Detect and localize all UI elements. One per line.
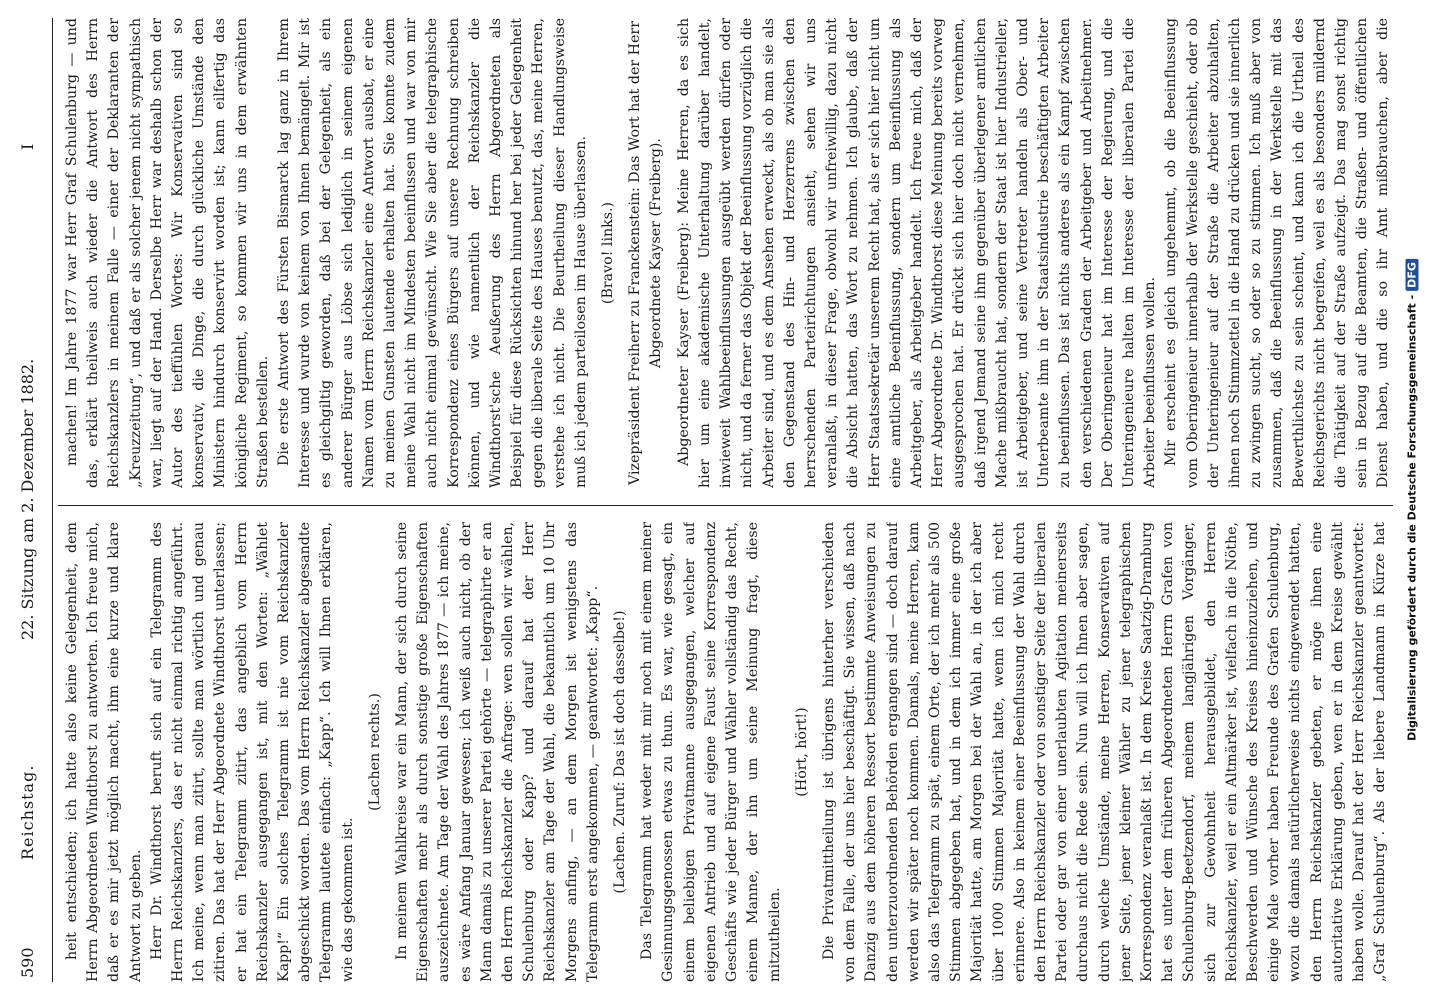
paragraph: Die erste Antwort des Fürsten Bismarck lag ganz in Ihrem Interesse und wurde von keinem von Ihnen bemängelt. Mir ist es gleichgiltig geworden, daß bei der Gelegenheit, als ein anderer Bürger aus Löbse sich lediglich in seinem eigenen Namen vom Herrn Reichskanzler eine Antwort ausbat, er eine zu meinen Gunsten lautende erhalten hat. Sie konnte zudem meine Wahl nicht im Mindesten beeinflussen und war von mir auch nicht einmal gewünscht. Wie Sie aber die telegraphische Korrespondenz eines Bürgers auf unsere Rechnung schreiben können, und wie namentlich der Reichskanzler die Windthorst'sche Aeußerung des Herrn Abgeordneten als Beispiel für diese Rücksichten hinund her bei jeder Gelegenheit gegen die liberale Seite des Hauses benutzt, das, meine Herren, verstehe ich nicht. Die Beurtheilung dieser Handlungsweise muß ich jedem parteilosen im Hause überlassen. (276, 18, 589, 488)
interjection: Vizepräsident Freiherr zu Franckenstein: Das Wort hat der Herr Abgeordnete Kayser (Freiberg). (627, 21, 665, 485)
header-left-title: Reichstag. (18, 764, 37, 860)
paragraph: heit entschieden; ich hatte also keine Gelegenheit, dem Herrn Abgeordneten Windthorst zu antworten. Ich freue mich, daß er es mir jetzt möglich macht, ihm eine kurze und klare Antwort zu geben. (64, 522, 144, 982)
left-text-column (62, 522, 1393, 982)
paragraph: Die Privatmittheilung ist übrigens hinterher verschieden von dem Falle, der uns hier beschäftigt. Sie wissen, daß nach Danzig aus dem höheren Ressort bestimmte Anweisungen zu den unterzuordnenden Behörden ergangen sind — doch darauf werden wir später noch kommen. Damals, meine Herren, kam also das Telegramm zu spät, einem Orte, der ich mehr als 500 Stimmen abgegeben hat, und in dem ich immer eine große Majorität hatte, am Morgen bei der Wahl an, in der ich aber über 1000 Stimmen Majorität hatte, wenn ich mich recht erinnere. Also in keinem einer Beeinflussung der Wahl durch den Herrn Reichskanzler oder von sonstiger Seite der liberalen Partei oder gar von einer unerlaubten Agitation meinerseits durchaus nicht die Rede sein. Nun will ich Ihnen aber sagen, durch welche Umstände, meine Herren, Konservativen auf jener Seite, jener kleiner Wähler zu jener telegraphischen Korrespondenz veranlaßt ist. In dem Kreise Saatzig-Dramburg hat es unter dem früheren Abgeordneten Herrn Grafen von Schulenburg-Beetzendorf, meinem langjährigen Vorgänger, sich zur Gewohnheit herausgebildet, den Herren Reichskanzler, weil er ein Altmärker ist, vielfach in die Nöthe, Beschwerden und Wünsche des Kreises hineinzuziehen, und einige Male vorher haben Freunde des Grafen Schulenburg, wozu die damals natürlicherweise nichts eingewendet hatten, den Herrn Reichskanzler gebeten, er möge ihnen eine autoritative Erklärung geben, wen er in dem Kreise gewählt haben wolle. Darauf hat der Herr Reichskanzler geantwortet: „Graf Schulenburg“. Als der liebere Landmann in Kürze hat (820, 522, 1389, 982)
interjection: (Lachen rechts.) (366, 693, 383, 811)
dfg-logo: DFG (1406, 259, 1419, 291)
paragraph: Herr Dr. Windthorst beruft sich auf ein Telegramm des Herrn Reichskanzlers, das er nicht einmal richtig angeführt. Ich meine, wenn man zitirt, sollte man wörtlich und genau zitiren. Das hat der Herr Abgeordnete Windthorst unterlassen; er hat ein Telegramm zitirt, das angeblich vom Herrn Reichskanzler ausgegangen ist, mit den Worten: „Wählet Kapp!“ Ein solches Telegramm ist nie vom Reichskanzler abgeschickt worden. Das vom Herrn Reichskanzler abgesandte Telegramm lautete einfach: „Kapp“. Ich will Ihnen erklären, wie das gekommen ist. (148, 522, 356, 982)
header-session-title: 22. Sitzung am 2. Dezember 1882. (18, 358, 37, 640)
right-text-column (62, 18, 1393, 488)
interjection: (Hört, hört!) (793, 707, 810, 797)
paragraph: Mir erscheint es gleich ungehemmt, ob die Beeinflussung vom Oberingenieur innerhalb der Werkstelle geschieht, oder ob der Unteringenieur auf der Straße die Arbeiter abzuhalten, ihnen noch Stimmzettel in die Hand zu drücken und sie innerlich zu zwingen sucht, so oder so zu stimmen. Ich muß aber von zusammen, daß die Beeinflussung in der Werkstelle mit das Bewerthlichste zu sein scheint, und kann ich die Urtheil des Reichsgerichts nicht begreifen, weil es als besonders mildernd die Thätigkeit auf der Straße aufzeigt. Das mag sonst richtig sein in Bezug auf die Beamten, die Straßen- und öffentlichen Dienst haben, und die so ihr Amt mißbrauchen, aber die (1163, 18, 1392, 488)
header-right-mark: I (18, 143, 37, 150)
column-divider (58, 505, 1393, 506)
footer-text: Digitalisierung gefördert durch die Deutsche Forschungsgemeinschaft - (1405, 294, 1419, 741)
paragraph: Das Telegramm hat weder mit mir noch mit einem meiner Gesinnungsgenossen etwas zu thun. Es war, wie gesagt, ein einem beliebigen Privatmanne ausgegangen, welcher auf eigenen Antrieb und auf eigene Faust seine Korrespondenz Geschäfts wie jeder Bürger und Wähler vollständig das Recht, einem Manne, der ihn um seine Meinung fragt, diese mitzutheilen. (639, 522, 783, 982)
interjection: (Lachen. Zuruf: Das ist doch dasselbe!) (612, 610, 629, 894)
paragraph: machen! Im Jahre 1877 war Herr Graf Schulenburg — und das, erklärt theilweis auch wieder die Antwort des Herrn Reichskanzlers in meinem Falle — einer der Deklaranten der „Kreuzzeitung“, und daß er als solcher jenem nicht sympathisch war, liegt auf der Hand. Derselbe Herr war deshalb schon der Autor des tieffühlen Wortes: Wir Konservativen sind so konservativ, die Dinge, die durch glückliche Umstände den Ministern hindurch konservirt worden ist; kann eilfertig das königliche Regiment, so kommen wir uns in dem erwähnten Straßen bestellen. (64, 18, 271, 488)
page-number: 590 (18, 947, 37, 978)
paragraph: Abgeordneter Kayser (Freiberg): Meine Herren, da es sich hier um eine akademische Unterhaltung darüber handelt, inwieweit Wahlbeeinflussungen ausgeübt werden dürfen oder nicht, und da ferner das Objekt der Beeinflussung vorzüglich die Arbeiter sind, und es dem Ansehen erweckt, als ob man sie als den Gegenstand des Hin- und Herzerrens zwischen den herrschenden Parteirichtungen ansieht, sehen wir uns veranlaßt, in dieser Frage, obwohl wir unfreiwillig, dazu nicht die Absicht hatten, das Wort zu nehmen. Ich glaube, daß der Herr Staatssekretär unserem Recht hat, als er sich hier nicht um eine amtliche Beeinflussung, sondern um Beeinflussung als Arbeitgeber, als Arbeitgeber handelt. Ich freue mich, daß der Herr Abgeordnete Dr. Windthorst diese Meinung bereits vorweg ausgesprochen hat. Er drückt sich hier doch nicht vernehmen, daß irgend Jemand seine ihm gegenüber überlegener amtlichen Mache mißbraucht hat, sondern der Staat ist hier Industrieller, ist Arbeitgeber, und seine Vertreter handeln als Ober- und Unterbeamte ihm in der Staatsindustrie beschäftigten Arbeiter zu beeinflussen. Das ist nichts anderes als ein Kampf zwischen den verschiedenen Graden der Arbeitgeber und Arbeitnehmer. Der Oberingenieur hat im Interesse der Regierung, und die Unteringenieure halten im Interesse der liberalen Partei die Arbeiter beeinflussen wollen. (675, 18, 1159, 488)
interjection: (Bravo! links.) (600, 201, 617, 305)
paragraph: In meinem Wahlkreise war ein Mann, der sich durch seine Eigenschaften mehr als durch sonstige große Eigenschaften auszeichnete. Am Tage der Wahl des Jahres 1877 — ich meine, es wäre Anfang Januar gewesen; ich weiß auch nicht, ob der Mann damals zu unserer Partei gehörte — telegraphirte er an den Herrn Reichskanzler die Anfrage: wen sollen wir wählen, Schulenburg oder Kapp? und darauf hat der Herr Reichskanzler am Tage der Wahl, die bekanntlich um 10 Uhr Morgens anfing, — an dem Morgen ist wenigstens das Telegramm erst angekommen, — geantwortet: „Kapp“. (394, 522, 601, 982)
header-rule (52, 18, 53, 982)
digitization-footer (1406, 259, 1419, 741)
